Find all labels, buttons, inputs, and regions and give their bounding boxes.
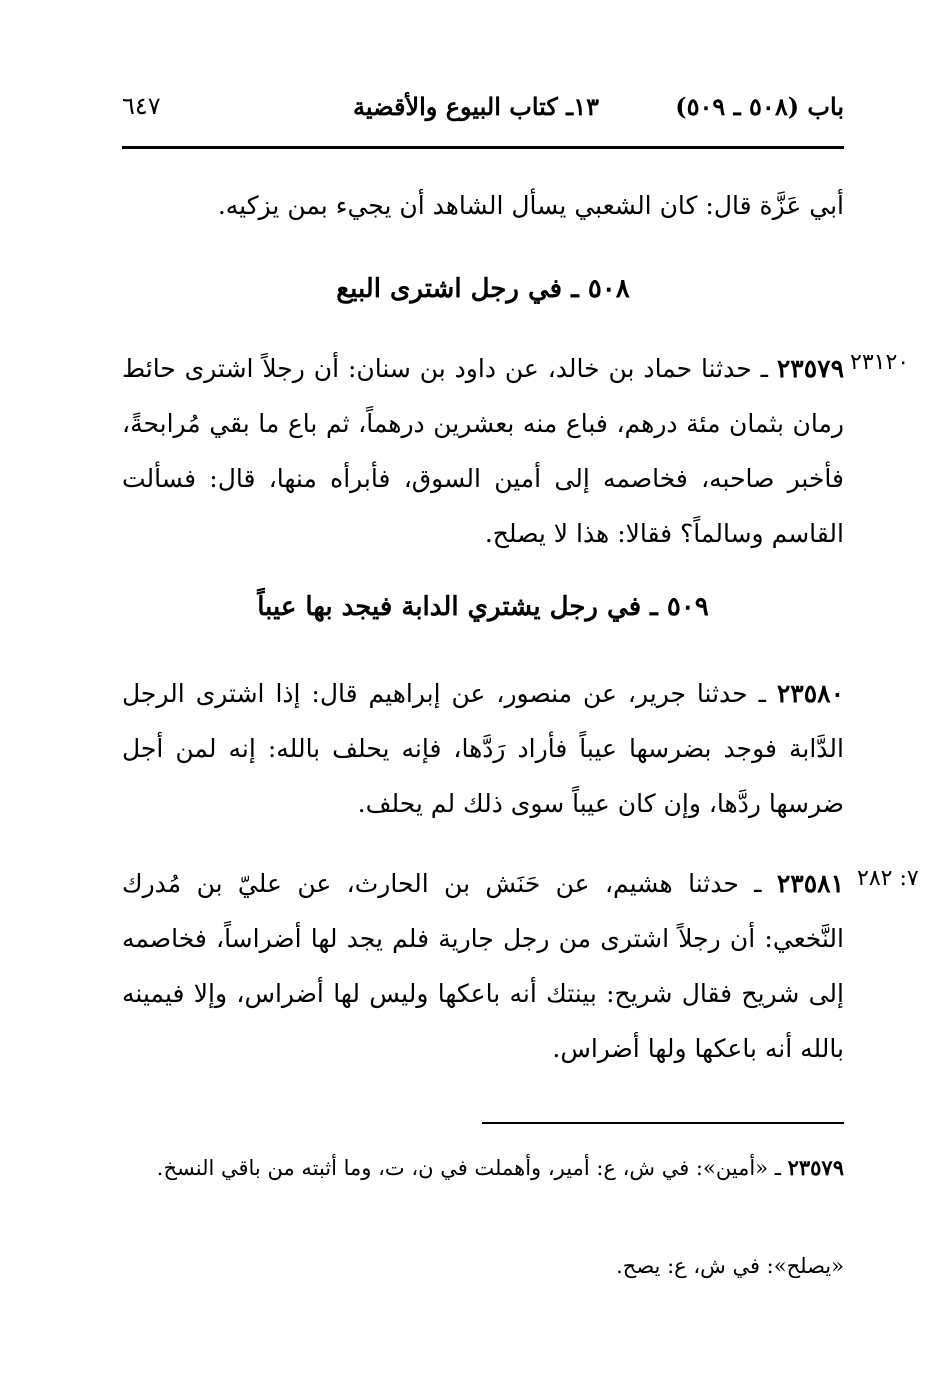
running-header [122, 92, 844, 132]
hadith-23579 [122, 341, 844, 561]
section-508-heading: ٥٠٨ ـ في رجل اشترى البيع [336, 274, 630, 304]
hadith-number: ٢٣٥٧٩ [776, 354, 844, 383]
footnote-number: ٢٣٥٧٩ [787, 1155, 844, 1180]
header-rule [122, 146, 844, 149]
intro-text: أبي عَزَّة قال: كان الشعبي يسأل الشاهد أن يجيء بمن يزكيه. [217, 191, 844, 220]
intro-paragraph [122, 178, 844, 233]
hadith-number: ٢٣٥٨١ [776, 869, 844, 898]
footnote-1 [122, 1146, 844, 1190]
footnote-2 [122, 1244, 844, 1288]
hadith-number: ٢٣٥٨٠ [776, 679, 844, 708]
footnote-text: ـ «أمين»: في ش، ع: أمير، وأهملت في ن، ت، وما أثبته من باقي النسخ. [156, 1156, 788, 1180]
section-509-heading: ٥٠٩ ـ في رجل يشتري الدابة فيجد بها عيباً [257, 592, 709, 622]
header-book-title: ١٣ـ كتاب البيوع والأقضية [353, 92, 599, 121]
header-chapter: باب (٥٠٨ ـ ٥٠٩) [675, 92, 844, 121]
hadith-23581 [122, 856, 844, 1076]
page-number: ٦٤٧ [122, 92, 161, 120]
margin-ref-23581: ٧: ٢٨٢ [857, 866, 919, 891]
hadith-text: ـ حدثنا جرير، عن منصور، عن إبراهيم قال: إذا اشترى الرجل الدَّابة فوجد بضرسها عيباً فأراد رَدَّها، فإنه يحلف بالله: إنه لمن أجل ضرسها ردَّها، وإن كان عيباً سوى ذلك لم يحلف. [122, 679, 844, 818]
hadith-text: ـ حدثنا حماد بن خالد، عن داود بن سنان: أن رجلاً اشترى حائط رمان بثمان مئة درهم، فباع منه بعشرين درهماً، ثم باع ما بقي مُرابحةً، فأخبر صاحبه، فخاصمه إلى أمين السوق، فأبرأه منها، قال: فسألت القاسم وسالماً؟ فقالا: هذا لا يصلح. [122, 354, 844, 548]
margin-ref-23579: ٢٣١٢٠ [850, 350, 910, 375]
footnote-rule [482, 1122, 844, 1124]
hadith-23580 [122, 666, 844, 831]
hadith-text: ـ حدثنا هشيم، عن حَنَش بن الحارث، عن عليّ بن مُدرك النَّخعي: أن رجلاً اشترى من رجل جارية فلم يجد لها أضراساً، فخاصمه إلى شريح فقال شريح: بينتك أنه باعكها وليس لها أضراس، وإلا فيمينه بالله أنه باعكها ولها أضراس. [122, 869, 844, 1063]
footnote-text: «يصلح»: في ش، ع: يصح. [616, 1254, 844, 1278]
